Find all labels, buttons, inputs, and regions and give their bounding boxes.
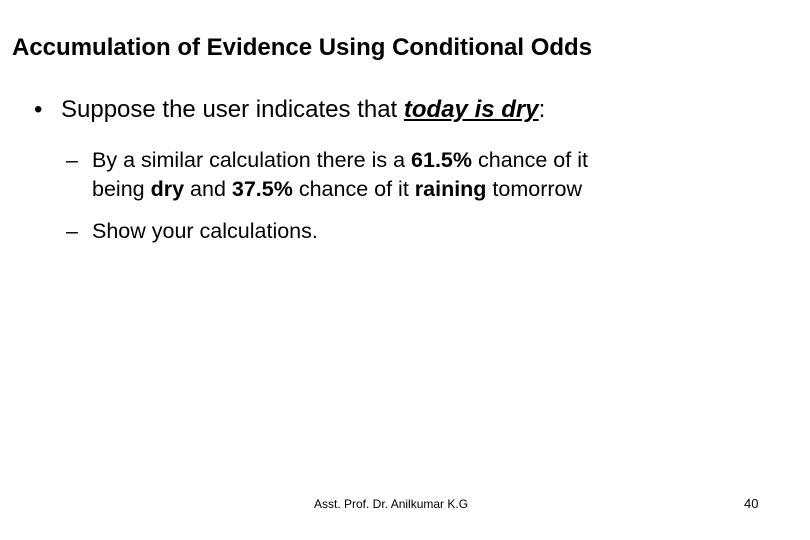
text-segment: tomorrow [486,177,583,201]
bullet-emphasis: today is dry [403,96,539,123]
text-segment: chance of it [472,148,588,172]
text-segment: and [184,177,232,201]
bullet-marker: • [34,96,43,123]
bullet-text-after: : [538,96,546,123]
percent-dry: 61.5% [411,148,473,172]
word-dry: dry [150,177,185,201]
sub-item-show-calculations [66,217,318,246]
text-segment: being [92,177,151,201]
page-number: 40 [744,496,759,511]
sub-item-calculation [66,146,766,204]
sub-item-text: Show your calculations. [92,219,318,243]
text-segment: By a similar calculation there is a [92,148,412,172]
footer-author: Asst. Prof. Dr. Anilkumar K.G [314,497,469,511]
bullet-text-before: Suppose the user indicates that [61,96,404,123]
bullet-item [34,96,545,125]
slide-title: Accumulation of Evidence Using Conditional Odds [12,34,593,61]
word-raining: raining [414,177,487,201]
text-segment: chance of it [292,177,415,201]
dash-marker: – [66,219,78,243]
dash-marker: – [66,148,78,172]
sub-item-line-1 [66,148,588,172]
sub-item-line-2 [66,175,766,204]
percent-raining: 37.5% [231,177,293,201]
